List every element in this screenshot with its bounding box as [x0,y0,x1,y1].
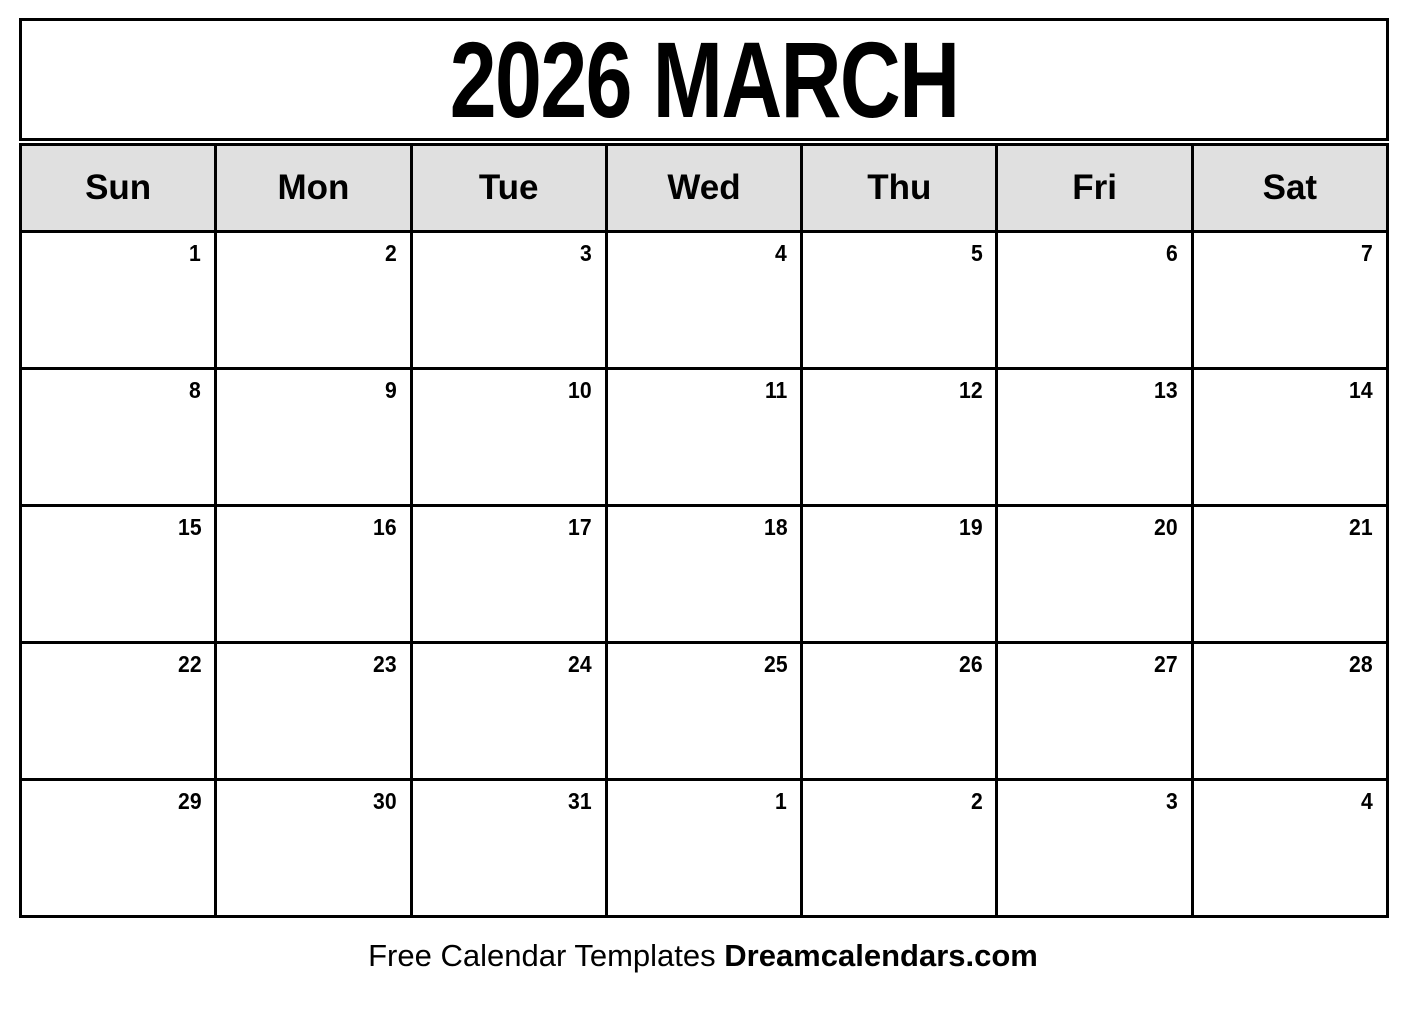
day-header-tue: Tue [413,146,605,230]
date-number: 22 [177,651,202,677]
day-header-mon: Mon [217,146,409,230]
date-cell [413,781,605,915]
date-number: 7 [1361,240,1373,266]
date-number: 28 [1349,651,1373,677]
date-cell [998,233,1190,367]
date-number: 1 [189,240,202,266]
date-cell [217,507,409,641]
day-header-fri: Fri [998,146,1190,230]
date-number: 4 [775,240,788,266]
day-header-thu: Thu [803,146,995,230]
date-number: 2 [384,240,397,266]
date-cell [998,370,1190,504]
date-cell [217,644,409,778]
date-number: 21 [1349,514,1373,540]
date-number: 19 [958,514,983,540]
date-number: 31 [568,788,592,814]
date-cell [608,644,800,778]
date-cell [608,233,800,367]
date-cell [413,507,605,641]
date-cell [217,233,409,367]
date-cell [1194,781,1386,915]
date-number: 12 [958,377,983,403]
date-cell [608,370,800,504]
date-number: 24 [568,651,592,677]
calendar-grid [19,143,1389,918]
date-cell [998,644,1190,778]
date-number: 26 [958,651,983,677]
date-number: 25 [763,651,788,677]
date-cell [217,370,409,504]
date-number: 2 [970,788,983,814]
date-cell [413,644,605,778]
date-cell [1194,507,1386,641]
calendar-title: 2026 MARCH [449,18,959,140]
date-number: 8 [189,377,202,403]
date-number: 15 [177,514,202,540]
date-number: 11 [764,377,788,403]
date-cell [413,370,605,504]
date-cell [1194,370,1386,504]
date-cell [803,781,995,915]
date-cell [22,781,214,915]
date-number: 23 [373,651,397,677]
date-cell [413,233,605,367]
date-number: 1 [775,788,788,814]
date-number: 3 [580,240,592,266]
date-cell [22,507,214,641]
footer-brand: Dreamcalendars.com [724,938,1038,973]
date-number: 6 [1165,240,1178,266]
day-header-sun: Sun [22,146,214,230]
date-number: 27 [1154,651,1178,677]
day-header-wed: Wed [608,146,800,230]
date-number: 14 [1349,377,1373,403]
date-number: 29 [177,788,202,814]
date-number: 10 [568,377,592,403]
date-number: 16 [373,514,397,540]
date-cell [217,781,409,915]
date-cell [803,507,995,641]
footer-text: Free Calendar Templates [368,938,716,973]
date-cell [998,507,1190,641]
date-cell [803,233,995,367]
date-number: 18 [763,514,788,540]
date-cell [803,370,995,504]
date-cell [22,644,214,778]
date-number: 9 [384,377,397,403]
date-number: 5 [970,240,983,266]
date-cell [22,370,214,504]
date-number: 30 [373,788,397,814]
date-cell [1194,644,1386,778]
date-number: 13 [1154,377,1178,403]
date-number: 4 [1361,788,1373,814]
date-cell [803,644,995,778]
date-number: 3 [1165,788,1178,814]
date-number: 17 [568,514,592,540]
day-header-sat: Sat [1194,146,1386,230]
date-cell [608,781,800,915]
date-cell [998,781,1190,915]
date-cell [22,233,214,367]
calendar-title-box [19,18,1389,141]
date-cell [608,507,800,641]
date-number: 20 [1154,514,1178,540]
date-cell [1194,233,1386,367]
footer [0,938,1406,974]
